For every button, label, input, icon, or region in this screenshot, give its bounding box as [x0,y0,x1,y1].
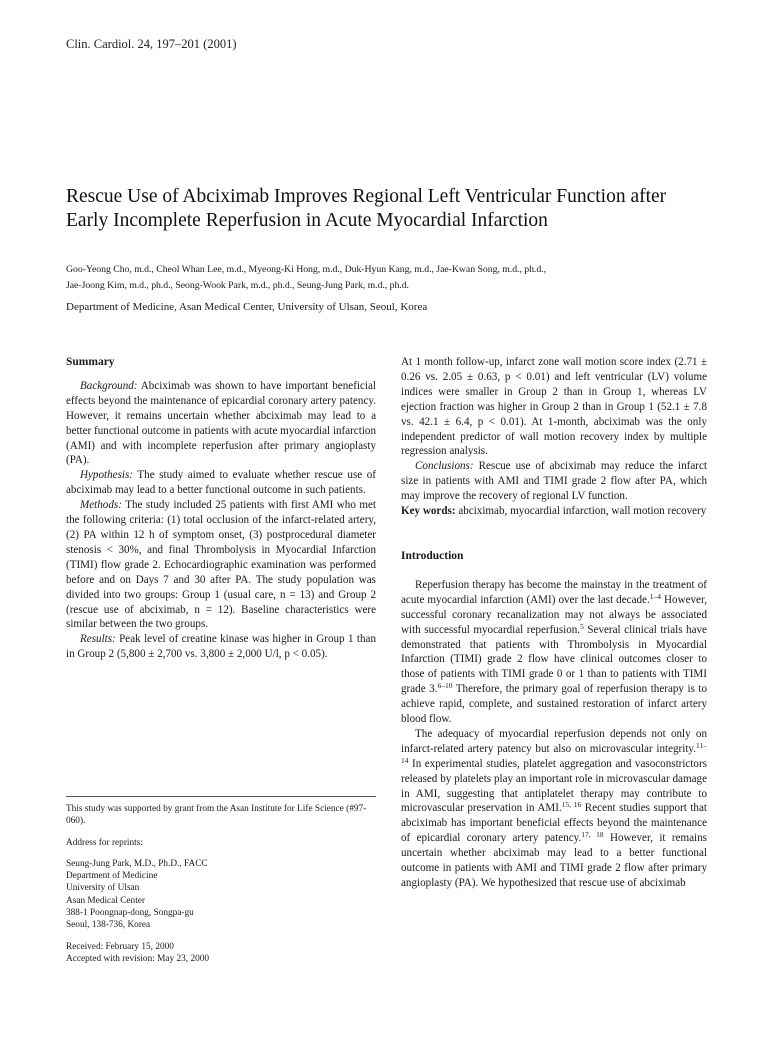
summary-heading: Summary [66,356,115,368]
footnote-divider [66,796,376,797]
conclusions-label: Conclusions: [415,460,474,473]
methods-text: The study included 25 patients with first AMI who met the following criteria: (1) total occlusion of the infarct-related artery, (2) PA within 12 h of symptom onset, (3) postprocedural diameter stenosis < 30%, and final Thrombolysis in Myocardial Infarction (TIMI) flow grade 2. Echocardiographic examination was performed before and on Days 7 and 30 after PA. The study population was divided into two groups: Group 1 (usual care, n = 13) and Group 2 (rescue use of abciximab, n = 12). Baseline characteristics were similar between the two groups. [66,499,376,631]
reprint-address [66,858,376,932]
address-line: 388-1 Poongnap-dong, Songpa-gu [66,908,194,919]
hypothesis-label: Hypothesis: [80,469,133,482]
received-date: Received: February 15, 2000 [66,941,174,952]
address-line: Seung-Jung Park, M.D., Ph.D., FACC [66,858,208,869]
citation: 17, 18 [581,830,604,840]
author-list [66,262,716,294]
conclusions-text: Rescue use of abciximab may reduce the infarct size in patients with AMI and TIMI grade 2 flow after PA, which may improve the recovery of regional LV function. [401,460,707,503]
title-line-1: Rescue Use of Abciximab Improves Regional Left Ventricular Function after [66,186,667,207]
citation: 15, 16 [561,800,582,810]
affiliation: Department of Medicine, Asan Medical Center, University of Ulsan, Seoul, Korea [66,301,428,313]
summary-results-continued: At 1 month follow-up, infarct zone wall motion score index (2.71 ± 0.26 vs. 2.05 ± 0.63, p < 0.01) and left ventricular (LV) volume indices were smaller in Group 2 than in Group 1, whereas LV ejection fraction was higher in Group 2 than in Group 1 (52.1 ± 7.8 vs. 42.1 ± 6.4, p < 0.01). At 1-month, abciximab was the only independent predictor of wall motion recovery index by multiple regression analysis. [401,356,707,458]
introduction-heading: Introduction [401,549,464,562]
accepted-date: Accepted with revision: May 23, 2000 [66,953,210,964]
address-line: Department of Medicine [66,871,158,882]
intro-text: The adequacy of myocardial reperfusion depends not only on infarct-related artery patency but also on microvascular integrity. [401,727,707,755]
intro-text: In experimental studies, platelet aggregation and vasoconstrictors released by platelets play an important role in microvascular damage in AMI, suggesting that antiplatelet therapy may contribute to microvascular preservation in AMI. [401,757,707,815]
address-label: Address for reprints: [66,837,143,848]
summary-background [66,379,376,468]
keywords-label: Key words: [401,505,456,518]
results-text: Peak level of creatine kinase was higher in Group 1 than in Group 2 (5,800 ± 2,700 vs. 3,800 ± 2,000 U/l, p < 0.05). [66,633,376,661]
methods-label: Methods: [80,499,122,512]
footnote [66,803,376,965]
intro-text: Recent studies support that abciximab has important beneficial effects beyond the maintenance of epicardial coronary artery patency. [401,802,707,845]
address-line: Seoul, 138-736, Korea [66,920,151,931]
keywords [401,504,707,519]
intro-text: Several clinical trials have demonstrated that patients with Thrombolysis in Myocardial Infarction (TIMI) grade 2 flow have clinical outcomes closer to those of patients with TIMI grade 0 or 1 than to patients with TIMI grade 3. [401,623,707,696]
introduction-paragraph-1 [401,578,707,727]
summary-conclusions [401,459,707,504]
summary-methods [66,498,376,632]
journal-reference: Clin. Cardiol. 24, 197–201 (2001) [66,37,237,51]
intro-text: However, it remains uncertain whether abciximab may lead to a better functional outcome in patients with AMI and TIMI grade 2 flow after primary angioplasty (PA). We hypothesized that rescue use of abciximab [401,832,707,889]
title-line-2: Early Incomplete Reperfusion in Acute Myocardial Infarction [66,210,548,231]
background-text: Abciximab was shown to have important beneficial effects beyond the maintenance of epicardial coronary artery patency. However, it remains uncertain whether abciximab may lead to a better functional outcome in patients with acute myocardial infarction (AMI) and with incomplete reperfusion after primary angioplasty (PA). [66,379,376,467]
results-label: Results: [80,633,116,646]
right-column [401,355,707,891]
summary-results [66,632,376,662]
authors-line-2: Jae-Joong Kim, m.d., ph.d., Seong-Wook Park, m.d., ph.d., Seung-Jung Park, m.d., ph.d. [66,280,409,291]
hypothesis-text: The study aimed to evaluate whether rescue use of abciximab may lead to a better functional outcome in such patients. [66,469,376,497]
intro-text: Therefore, the primary goal of reperfusion therapy is to achieve rapid, complete, and sustained restoration of infarct artery blood flow. [401,683,707,726]
background-label: Background: [80,379,138,392]
funding-note: This study was supported by grant from the Asan Institute for Life Science (#97-060). [66,804,367,827]
intro-text: However, successful coronary recanalization may not always be associated with successful myocardial reperfusion. [401,593,708,636]
citation: 1–4 [649,591,661,601]
summary-hypothesis [66,468,376,498]
address-line: Asan Medical Center [66,895,145,906]
intro-text: Reperfusion therapy has become the mainstay in the treatment of acute myocardial infarction (AMI) over the last decade. [401,578,707,606]
introduction-paragraph-2 [401,727,707,891]
keywords-text: abciximab, myocardial infarction, wall motion recovery [455,505,707,518]
left-column [66,355,376,662]
citation: 11–14 [401,740,707,765]
authors-line-1: Goo-Yeong Cho, m.d., Cheol Whan Lee, m.d., Myeong-Ki Hong, m.d., Duk-Hyun Kang, m.d., Jae-Kwan Song, m.d., ph.d., [66,264,546,275]
article-title [66,185,706,233]
citation: 5 [580,621,584,631]
address-line: University of Ulsan [66,883,140,894]
citation: 6–10 [437,681,453,691]
